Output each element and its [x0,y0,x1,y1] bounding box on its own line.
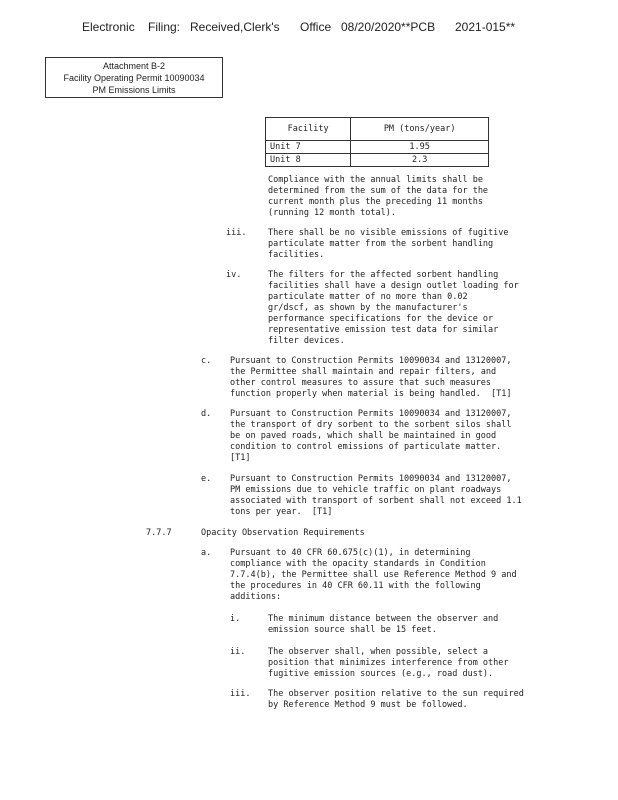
table-row [266,141,489,154]
item-a-i-text: The minimum distance between the observer and emission source shall be 15 feet. [268,614,499,635]
item-e-text: Pursuant to Construction Permits 10090034 and 13120007, PM emissions due to vehicle traffic on plant roadways associated with transport of sorbent shall not exceed 1.1 tons per year. [T1] [230,474,522,517]
col-header-pm: PM (tons/year) [351,118,489,141]
section-title: Opacity Observation Requirements [201,528,365,538]
item-a-iii-text: The observer position relative to the sun required by Reference Method 9 must be followed. [268,689,524,710]
item-iii-marker: iii. [226,228,247,238]
item-e-marker: e. [201,474,212,484]
item-d-marker: d. [201,409,212,419]
attachment-line-3: PM Emissions Limits [92,85,176,95]
cell-pm: 2.3 [351,154,489,167]
table-header-row [266,118,489,141]
item-a-text: Pursuant to 40 CFR 60.675(c)(1), in determining compliance with the opacity standards in Condition 7.7.4(b), the Permittee shall use Reference Method 9 and the procedures in 40 CFR 60.11 with the following additions: [230,548,517,602]
cell-facility: Unit 7 [266,141,351,154]
header-electronic: Electronic [82,20,135,34]
header-case: 2021-015** [455,20,516,34]
item-a-marker: a. [201,548,212,558]
col-header-facility: Facility [266,118,351,141]
attachment-label-box [45,57,223,98]
item-a-ii-text: The observer shall, when possible, select a position that minimizes interference from other fugitive emission sources (e.g., road dust). [268,647,509,679]
cell-pm: 1.95 [351,141,489,154]
header-office: Office [300,20,332,34]
attachment-line-2: Facility Operating Permit 10090034 [63,73,205,83]
attachment-line-1: Attachment B-2 [102,61,166,71]
item-iv-text: The filters for the affected sorbent handling facilities shall have a design outlet loading for particulate matter of no more than 0.02 gr/dscf, as shown by the manufacturer's performance specifications for the device or representative emission test data for similar filter devices. [268,270,519,346]
item-d-text: Pursuant to Construction Permits 10090034 and 13120007, the transport of dry sorbent to the sorbent silos shall be on paved roads, which shall be maintained in good condition to control emissions of particulate matter. [T1] [230,409,512,463]
item-a-iii-marker: iii. [230,689,251,699]
header-date: 08/20/2020**PCB [341,20,436,34]
item-iii-text: There shall be no visible emissions of fugitive particulate matter from the sorbent handling facilities. [268,228,509,260]
item-c-marker: c. [201,356,212,366]
table-row [266,154,489,167]
item-iv-marker: iv. [226,270,242,280]
item-a-ii-marker: ii. [230,647,246,657]
compliance-paragraph: Compliance with the annual limits shall be determined from the sum of the data for the current month plus the preceding 11 months (running 12 month total). [268,175,489,218]
efiling-header [0,20,618,38]
header-received: Received,Clerk's [190,20,280,34]
header-filing: Filing: [148,20,181,34]
section-number: 7.7.7 [146,528,172,538]
cell-facility: Unit 8 [266,154,351,167]
item-c-text: Pursuant to Construction Permits 10090034 and 13120007, the Permittee shall maintain and repair filters, and other control measures to assure that such measures function properly when material is being handled. [T1] [230,356,512,399]
item-a-i-marker: i. [230,614,241,624]
pm-limits-table [265,117,489,167]
